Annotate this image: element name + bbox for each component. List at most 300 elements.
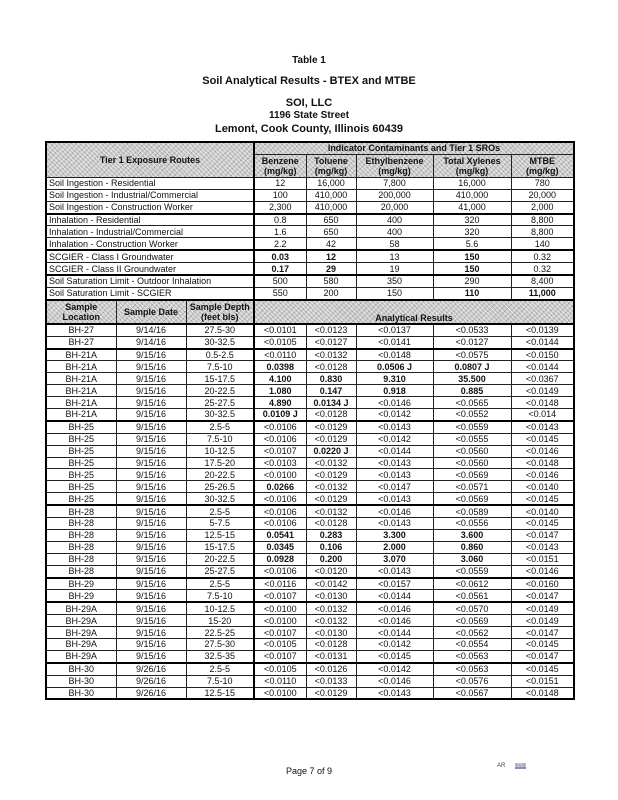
result-value: <0.0146 [511,445,574,457]
route-value: 200,000 [356,189,433,201]
result-value: <0.0567 [433,687,511,699]
result-value: <0.0128 [306,361,356,373]
result-value: <0.0569 [433,615,511,627]
route-value: 0.17 [254,263,306,275]
result-value: <0.0107 [254,445,306,457]
sample-location: BH-28 [46,553,116,565]
sample-row [46,627,574,639]
result-value: <0.0128 [306,409,356,421]
result-value: <0.0132 [306,457,356,469]
result-value: <0.0144 [356,627,433,639]
result-value: <0.0576 [433,675,511,687]
result-value: 0.0398 [254,361,306,373]
result-value: <0.0149 [511,615,574,627]
column-header-benzene: Benzene (mg/kg) [254,154,306,177]
route-value: 320 [433,214,511,226]
sample-depth: 20-22.5 [186,553,254,565]
result-value: 0.0134 J [306,397,356,409]
result-value: <0.0129 [306,421,356,433]
sample-date: 9/15/16 [116,433,186,445]
sample-depth: 15-17.5 [186,373,254,385]
sample-row [46,541,574,553]
result-value: <0.0145 [511,663,574,675]
result-value: 4.890 [254,397,306,409]
sample-location-header: Sample Location [46,300,116,324]
column-header-toluene: Toluene (mg/kg) [306,154,356,177]
route-value: 400 [356,226,433,238]
sample-depth-header: Sample Depth (feet bls) [186,300,254,324]
route-value: 58 [356,238,433,250]
sample-depth: 5-7.5 [186,518,254,530]
soil-results-table [45,141,575,700]
sample-date: 9/26/16 [116,675,186,687]
route-value: 200 [306,287,356,299]
route-value: 2,000 [511,201,574,213]
sample-row [46,385,574,397]
sample-row [46,578,574,590]
sample-depth: 25-27.5 [186,565,254,577]
sample-depth: 2.5-5 [186,421,254,433]
result-value: <0.0147 [511,590,574,602]
sample-row [46,349,574,361]
page-number: Page 7 of 9 [285,766,333,776]
result-value: <0.0120 [306,565,356,577]
sample-depth: 2.5-5 [186,505,254,517]
result-value: <0.0148 [511,687,574,699]
result-value: <0.0148 [356,349,433,361]
route-value: 20,000 [356,201,433,213]
result-value: <0.0142 [356,663,433,675]
sample-date: 9/14/16 [116,324,186,336]
sample-date: 9/15/16 [116,627,186,639]
result-value: <0.0106 [254,565,306,577]
sample-date: 9/26/16 [116,663,186,675]
result-value: <0.0106 [254,421,306,433]
result-value: <0.0142 [356,409,433,421]
result-value: <0.0146 [511,469,574,481]
sample-depth: 22.5-25 [186,627,254,639]
route-value: 150 [433,250,511,262]
route-value: 8,400 [511,275,574,287]
result-value: <0.0612 [433,578,511,590]
result-value: <0.0150 [511,349,574,361]
route-value: 550 [254,287,306,299]
result-value: <0.0555 [433,433,511,445]
result-value: <0.0151 [511,553,574,565]
result-value: 0.0506 J [356,361,433,373]
result-value: <0.0142 [306,578,356,590]
sample-location: BH-29A [46,602,116,614]
sample-location: BH-28 [46,529,116,541]
sample-date: 9/15/16 [116,505,186,517]
result-value: <0.0106 [254,433,306,445]
sample-depth: 25-27.5 [186,397,254,409]
document-stamp-number: 0050 [515,763,527,769]
result-value: 0.0220 J [306,445,356,457]
result-value: <0.0151 [511,675,574,687]
result-value: 0.885 [433,385,511,397]
sample-depth: 2.5-5 [186,663,254,675]
sample-location: BH-27 [46,336,116,348]
result-value: <0.0559 [433,565,511,577]
sample-row [46,529,574,541]
route-row [46,201,574,213]
sample-row [46,324,574,336]
result-value: <0.0143 [511,541,574,553]
sample-depth: 20-22.5 [186,469,254,481]
route-label: SCGIER - Class II Groundwater [46,263,254,275]
result-value: 0.0345 [254,541,306,553]
result-value: <0.0145 [511,638,574,650]
route-value: 12 [254,177,306,189]
route-row [46,177,574,189]
route-value: 320 [433,226,511,238]
result-value: <0.0139 [511,324,574,336]
result-value: 3.070 [356,553,433,565]
result-value: <0.0559 [433,421,511,433]
result-value: <0.0142 [356,638,433,650]
sample-row [46,409,574,421]
sample-location: BH-30 [46,663,116,675]
sample-location: BH-29A [46,638,116,650]
result-value: <0.0132 [306,349,356,361]
route-row [46,226,574,238]
result-value: 1.080 [254,385,306,397]
result-value: 0.830 [306,373,356,385]
route-row [46,214,574,226]
route-value: 150 [433,263,511,275]
result-value: <0.0146 [356,675,433,687]
route-value: 350 [356,275,433,287]
result-value: <0.0145 [356,650,433,662]
sample-row [46,457,574,469]
route-value: 0.32 [511,250,574,262]
table-number: Table 1 [292,55,326,66]
sample-row [46,481,574,493]
result-value: <0.0132 [306,602,356,614]
sample-location: BH-25 [46,493,116,505]
route-value: 290 [433,275,511,287]
sample-row [46,433,574,445]
sample-location: BH-29 [46,590,116,602]
sample-location: BH-29A [46,650,116,662]
result-value: <0.0146 [511,565,574,577]
sample-date: 9/15/16 [116,615,186,627]
result-value: <0.0148 [511,397,574,409]
result-value: <0.0100 [254,615,306,627]
result-value: 2.000 [356,541,433,553]
sample-date: 9/15/16 [116,590,186,602]
route-value: 650 [306,226,356,238]
sample-date: 9/15/16 [116,481,186,493]
result-value: <0.0570 [433,602,511,614]
result-value: <0.0110 [254,349,306,361]
route-value: 0.32 [511,263,574,275]
route-row [46,250,574,262]
result-value: <0.0137 [356,324,433,336]
sample-date: 9/15/16 [116,397,186,409]
result-value: 0.0928 [254,553,306,565]
result-value: <0.0563 [433,650,511,662]
route-label: Soil Saturation Limit - SCGIER [46,287,254,299]
result-value: <0.0569 [433,493,511,505]
route-row [46,275,574,287]
analytical-results-header: Analytical Results [254,300,574,324]
sample-location: BH-25 [46,421,116,433]
route-label: SCGIER - Class I Groundwater [46,250,254,262]
sample-depth: 17.5-20 [186,457,254,469]
sample-depth: 0.5-2.5 [186,349,254,361]
result-value: <0.0140 [511,481,574,493]
sample-row [46,518,574,530]
sample-date: 9/26/16 [116,687,186,699]
result-value: <0.0571 [433,481,511,493]
sample-date: 9/15/16 [116,457,186,469]
sample-depth: 15-17.5 [186,541,254,553]
route-value: 410,000 [306,189,356,201]
route-value: 410,000 [306,201,356,213]
result-value: <0.0142 [356,433,433,445]
sample-depth: 10-12.5 [186,602,254,614]
sample-depth: 30-32.5 [186,336,254,348]
result-value: 0.0109 J [254,409,306,421]
sample-row [46,602,574,614]
sample-date: 9/14/16 [116,336,186,348]
sample-location: BH-25 [46,445,116,457]
sample-date: 9/15/16 [116,421,186,433]
routes-header: Tier 1 Exposure Routes [46,142,254,177]
result-value: <0.0145 [511,433,574,445]
city-location: Lemont, Cook County, Illinois 60439 [214,123,404,135]
column-header-total-xylenes: Total Xylenes (mg/kg) [433,154,511,177]
result-value: <0.0560 [433,457,511,469]
sample-date: 9/15/16 [116,650,186,662]
result-value: <0.0560 [433,445,511,457]
sample-depth: 15-20 [186,615,254,627]
result-value: <0.0130 [306,627,356,639]
route-value: 8,800 [511,214,574,226]
result-value: <0.0130 [306,590,356,602]
result-value: <0.0123 [306,324,356,336]
sample-location: BH-21A [46,385,116,397]
result-value: <0.0129 [306,433,356,445]
sample-depth: 7.5-10 [186,675,254,687]
result-value: <0.0127 [433,336,511,348]
route-value: 400 [356,214,433,226]
route-label: Inhalation - Industrial/Commercial [46,226,254,238]
sample-date: 9/15/16 [116,602,186,614]
result-value: <0.0143 [356,493,433,505]
result-value: 3.060 [433,553,511,565]
result-value: 0.200 [306,553,356,565]
sample-date: 9/15/16 [116,445,186,457]
result-value: <0.0128 [306,518,356,530]
sample-date: 9/15/16 [116,493,186,505]
sample-location: BH-21A [46,397,116,409]
result-value: <0.0149 [511,602,574,614]
route-label: Soil Ingestion - Construction Worker [46,201,254,213]
result-value: <0.0106 [254,505,306,517]
result-value: 0.0541 [254,529,306,541]
route-value: 2,300 [254,201,306,213]
result-value: <0.0144 [356,590,433,602]
result-value: <0.0126 [306,663,356,675]
result-value: 0.0266 [254,481,306,493]
result-value: <0.0129 [306,469,356,481]
route-label: Inhalation - Construction Worker [46,238,254,250]
sample-location: BH-28 [46,565,116,577]
sample-row [46,553,574,565]
route-row [46,287,574,299]
result-value: <0.0144 [356,445,433,457]
route-value: 1.6 [254,226,306,238]
route-value: 5.6 [433,238,511,250]
route-row [46,263,574,275]
result-value: <0.0128 [306,638,356,650]
result-value: 35.500 [433,373,511,385]
sample-location: BH-29A [46,627,116,639]
result-value: <0.0589 [433,505,511,517]
route-value: 8,800 [511,226,574,238]
result-value: <0.0132 [306,481,356,493]
sample-row [46,336,574,348]
route-value: 140 [511,238,574,250]
result-value: <0.0107 [254,590,306,602]
sample-date-header: Sample Date [116,300,186,324]
result-value: 3.600 [433,529,511,541]
result-value: <0.0565 [433,397,511,409]
result-value: <0.0552 [433,409,511,421]
result-value: <0.0141 [356,336,433,348]
route-value: 650 [306,214,356,226]
result-value: 0.147 [306,385,356,397]
route-label: Soil Saturation Limit - Outdoor Inhalation [46,275,254,287]
sample-location: BH-29 [46,578,116,590]
table-title: Soil Analytical Results - BTEX and MTBE [202,75,416,87]
result-value: <0.0144 [511,361,574,373]
result-value: <0.0105 [254,638,306,650]
result-value: <0.0140 [511,505,574,517]
result-value: <0.0145 [511,493,574,505]
result-value: <0.0107 [254,650,306,662]
result-value: <0.0146 [356,505,433,517]
column-header-mtbe: MTBE (mg/kg) [511,154,574,177]
result-value: <0.0143 [356,687,433,699]
route-row [46,238,574,250]
sample-row [46,397,574,409]
result-value: <0.0145 [511,518,574,530]
result-value: <0.0100 [254,469,306,481]
result-value: <0.014 [511,409,574,421]
result-value: <0.0147 [511,529,574,541]
sample-depth: 7.5-10 [186,433,254,445]
result-value: <0.0146 [356,602,433,614]
sample-depth: 2.5-5 [186,578,254,590]
result-value: <0.0367 [511,373,574,385]
result-value: <0.0575 [433,349,511,361]
result-value: <0.0132 [306,505,356,517]
result-value: <0.0157 [356,578,433,590]
result-value: <0.0147 [511,627,574,639]
route-value: 11,000 [511,287,574,299]
route-value: 580 [306,275,356,287]
sample-depth: 27.5-30 [186,638,254,650]
result-value: 0.283 [306,529,356,541]
result-value: <0.0129 [306,687,356,699]
document-stamp: AR [497,763,506,769]
sample-row [46,590,574,602]
route-label: Soil Ingestion - Residential [46,177,254,189]
result-value: <0.0147 [356,481,433,493]
result-value: <0.0143 [356,457,433,469]
result-value: 0.106 [306,541,356,553]
sample-date: 9/15/16 [116,373,186,385]
result-value: 0.918 [356,385,433,397]
sample-location: BH-28 [46,505,116,517]
result-value: <0.0116 [254,578,306,590]
result-value: 0.0807 J [433,361,511,373]
sample-location: BH-30 [46,675,116,687]
sample-location: BH-21A [46,373,116,385]
route-value: 20,000 [511,189,574,201]
result-value: <0.0148 [511,457,574,469]
route-value: 110 [433,287,511,299]
route-value: 410,000 [433,189,511,201]
sample-depth: 27.5-30 [186,324,254,336]
sample-row [46,493,574,505]
result-value: <0.0143 [356,565,433,577]
sample-depth: 7.5-10 [186,361,254,373]
route-value: 12 [306,250,356,262]
result-value: 0.860 [433,541,511,553]
result-value: <0.0100 [254,602,306,614]
sample-date: 9/15/16 [116,553,186,565]
sample-depth: 32.5-35 [186,650,254,662]
result-value: <0.0105 [254,663,306,675]
sample-row [46,565,574,577]
result-value: <0.0127 [306,336,356,348]
result-value: <0.0107 [254,627,306,639]
sample-location: BH-25 [46,469,116,481]
sample-date: 9/15/16 [116,565,186,577]
sample-location: BH-21A [46,349,116,361]
sample-date: 9/15/16 [116,361,186,373]
route-value: 41,000 [433,201,511,213]
sample-row [46,373,574,385]
sample-date: 9/15/16 [116,578,186,590]
route-value: 16,000 [306,177,356,189]
result-value: <0.0569 [433,469,511,481]
sample-location: BH-28 [46,541,116,553]
sample-location: BH-21A [46,409,116,421]
sample-row [46,421,574,433]
sample-row [46,445,574,457]
sample-location: BH-30 [46,687,116,699]
result-value: <0.0100 [254,687,306,699]
route-value: 13 [356,250,433,262]
route-value: 780 [511,177,574,189]
sample-header-row [46,300,574,324]
result-value: <0.0105 [254,336,306,348]
route-value: 16,000 [433,177,511,189]
street-address: 1196 State Street [268,110,350,121]
sample-depth: 20-22.5 [186,385,254,397]
column-header-ethylbenzene: Ethylbenzene (mg/kg) [356,154,433,177]
route-value: 100 [254,189,306,201]
sample-date: 9/15/16 [116,349,186,361]
result-value: <0.0131 [306,650,356,662]
sample-depth: 10-12.5 [186,445,254,457]
